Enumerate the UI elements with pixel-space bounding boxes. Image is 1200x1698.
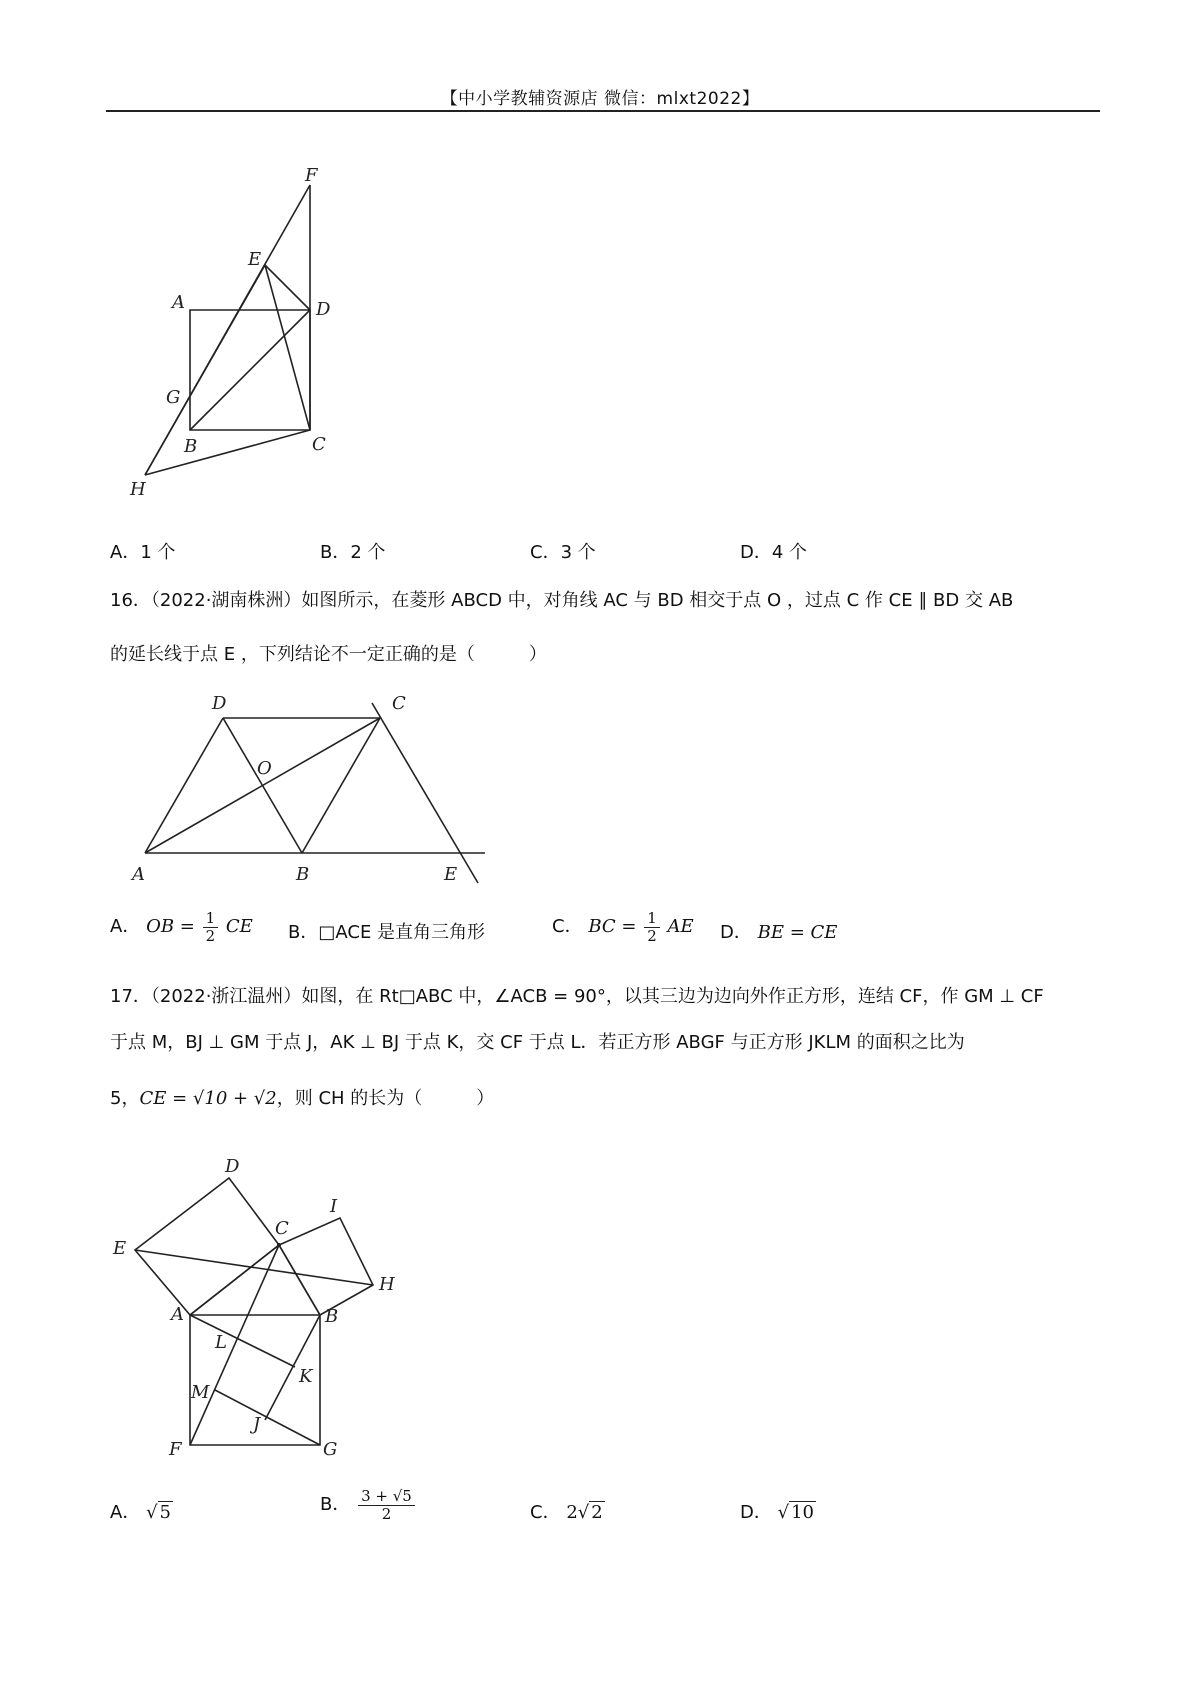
q17-line3-prefix: 5， [110,1088,140,1109]
q17-option-c-coef: 2 [566,1502,578,1523]
q17-option-a-sqrt: √ 5 [146,1502,171,1523]
q17-option-a-prefix: A． [110,1502,141,1523]
label-a: A [171,1304,184,1325]
q16-option-b-prefix: B． [288,922,319,943]
q16-option-c-fraction [644,910,660,944]
label-e: E [113,1238,127,1259]
diag-bd [190,310,310,430]
q16-figure [120,685,500,885]
line-cf [190,1245,279,1445]
q16-option-d-prefix: D． [720,922,752,943]
q15-diagram [120,165,360,505]
q15-figure [120,165,360,505]
q17-stem-line2: 于点 M，BJ ⊥ GM 于点 J，AK ⊥ BJ 于点 K，交 CF 于点 L．若正方形 ABGF 与正方形 JKLM 的面积之比为 [110,1032,965,1053]
q16-option-c[interactable] [552,910,694,944]
q16-option-c-num: 1 [644,910,660,928]
q15-option-d[interactable]: D．4 个 [740,542,808,563]
q16-option-a-rhs: CE [225,916,253,937]
q17-option-a[interactable] [110,1498,173,1524]
label-a: A [132,864,145,885]
q17-option-d-prefix: D． [740,1502,772,1523]
line-gm [215,1390,320,1445]
line-ak [190,1315,295,1367]
q17-option-c-prefix: C． [530,1502,561,1523]
side-ad [145,718,223,853]
label-c: C [312,434,326,455]
q17-option-c-rad: 2 [591,1502,603,1523]
label-h: H [130,479,146,500]
q16-stem-line2: 的延长线于点 E ，下列结论不一定正确的是（ ） [110,644,547,665]
label-d: D [316,299,331,320]
label-i: I [330,1196,338,1217]
q16-option-c-den: 2 [647,926,657,945]
q17-diagram [105,1150,425,1460]
q17-option-d[interactable] [740,1498,816,1524]
side-cb [302,718,380,853]
q17-option-d-sqrt: √ 10 [777,1502,814,1523]
label-d: D [212,693,227,714]
q17-stem-line3 [110,1084,494,1110]
point-c [277,1243,281,1247]
q17-option-b[interactable] [320,1488,417,1522]
page-header: 【中小学教辅资源店 微信：mlxt2022】 [440,89,760,109]
label-o: O [257,758,272,779]
label-b: B [296,864,310,885]
label-h: H [379,1274,395,1295]
q17-option-b-prefix: B． [320,1494,351,1515]
label-d: D [225,1156,240,1177]
q16-option-a[interactable] [110,910,253,944]
square-cbhi [279,1218,373,1315]
line-eh [135,1250,373,1285]
q17-figure [105,1150,425,1460]
q16-option-c-rhs: AE [667,916,694,937]
label-f: F [169,1439,182,1460]
q16-option-a-fraction [203,910,219,944]
q16-option-d[interactable] [720,918,837,944]
q16-option-a-prefix: A． [110,916,141,937]
q17-option-c-sqrt: 2√ 2 [566,1502,603,1523]
q16-diagram [120,685,500,885]
label-e: E [248,249,262,270]
label-m: M [191,1382,210,1403]
line-hc [145,430,310,475]
q16-option-a-den: 2 [205,926,216,945]
label-e: E [444,864,458,885]
q15-option-b[interactable]: B．2 个 [320,542,386,563]
label-l: L [215,1332,227,1353]
label-b: B [325,1306,339,1327]
label-b: B [184,436,198,457]
label-a: A [172,292,185,313]
label-f: F [305,165,318,186]
q17-option-b-den: 2 [381,1504,392,1523]
header-rule [106,110,1100,112]
q17-line3-suffix: ，则 CH 的长为（ ） [276,1088,495,1109]
label-g: G [323,1439,338,1460]
line-eh [145,265,265,475]
label-c: C [275,1218,289,1239]
label-k: K [299,1366,313,1387]
q16-option-a-num: 1 [203,910,219,928]
q16-option-b[interactable] [288,918,485,944]
q17-option-b-num: 3 + √5 [358,1488,415,1506]
q16-option-d-math: BE = CE [757,922,838,943]
q16-option-c-prefix: C． [552,916,583,937]
q15-option-a[interactable]: A．1 个 [110,542,176,563]
q17-option-d-rad: 10 [791,1502,814,1523]
q16-option-c-lhs: BC = [588,916,637,937]
q17-option-a-rad: 5 [159,1502,171,1523]
label-c: C [392,693,406,714]
q16-stem-line1: 16．（2022·湖南株洲）如图所示，在菱形 ABCD 中，对角线 AC 与 BD 相交于点 O ，过点 C 作 CE ∥ BD 交 AB [110,590,1014,611]
q17-stem-line1: 17．（2022·浙江温州）如图，在 Rt□ABC 中，∠ACB = 90°，以其三边为边向外作正方形，连结 CF，作 GM ⊥ CF [110,986,1044,1007]
label-j: J [253,1414,261,1435]
q17-option-c[interactable] [530,1498,605,1524]
diag-bd [223,718,302,853]
q16-option-b-box: □ [318,922,336,943]
q16-option-b-text: ACE 是直角三角形 [335,922,486,943]
q17-option-b-fraction [358,1488,415,1522]
q15-option-c[interactable]: C．3 个 [530,542,596,563]
q16-option-a-lhs: OB = [146,916,195,937]
label-g: G [166,387,181,408]
line-ce [372,703,478,883]
q17-line3-math: CE = √10 + √2 [139,1088,277,1109]
